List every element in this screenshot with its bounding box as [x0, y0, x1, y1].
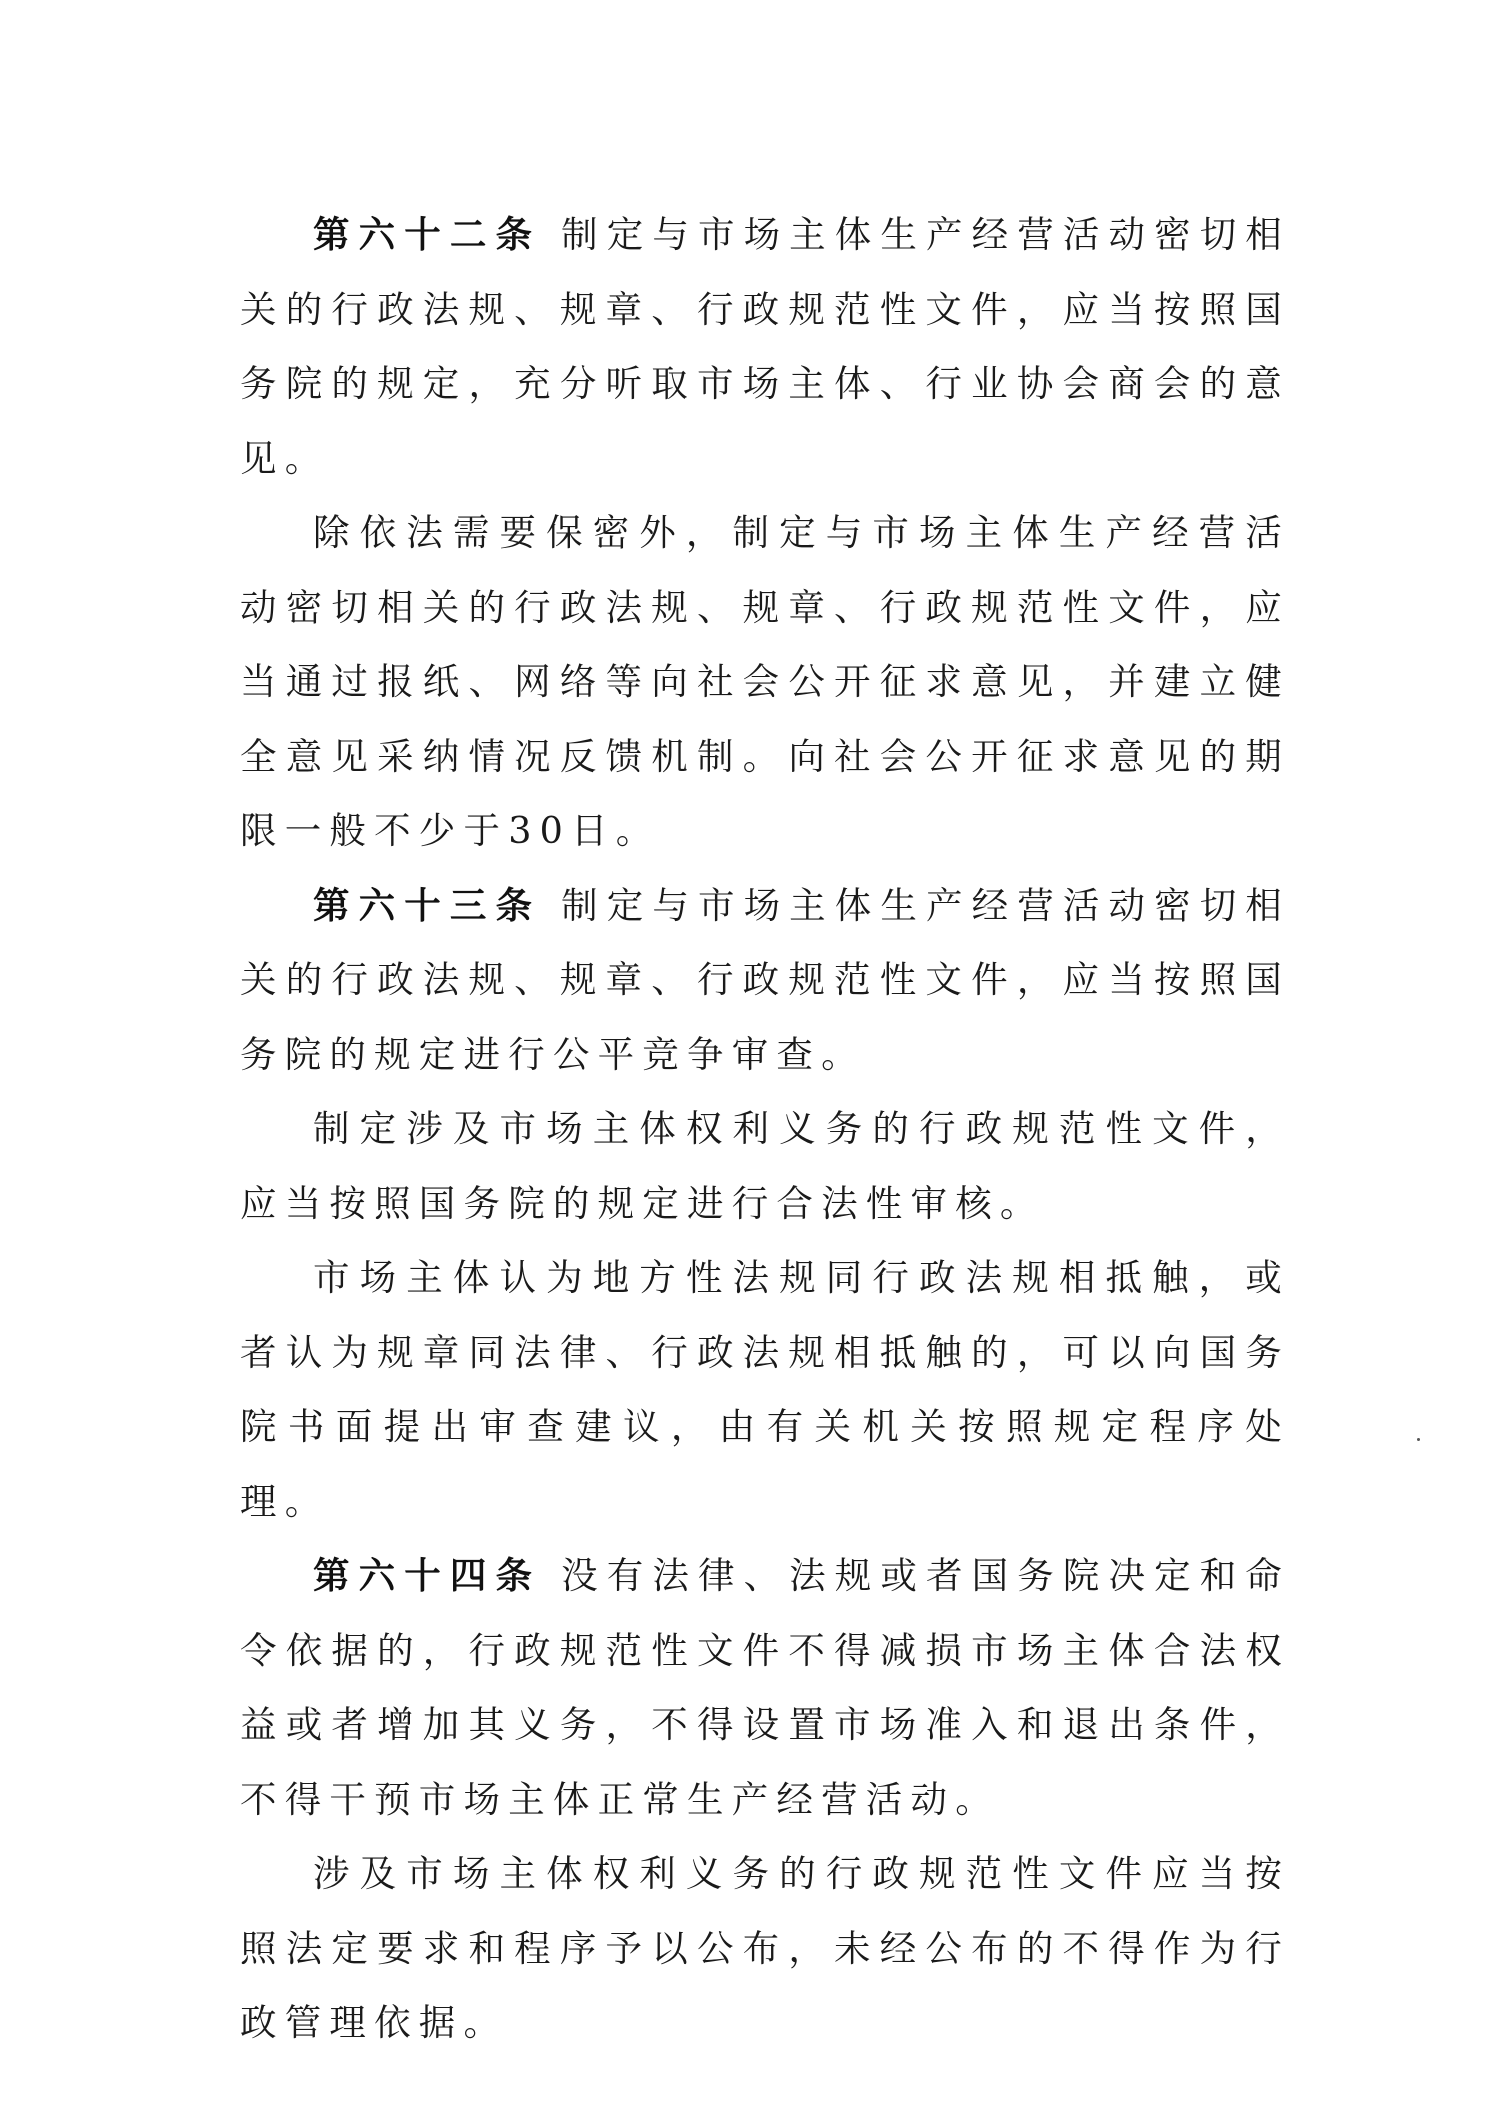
paragraph-article-63-clause-2	[240, 1092, 1290, 1241]
paragraph-article-63	[240, 869, 1290, 1093]
paragraph-text: 制定涉及市场主体权利义务的行政规范性文件，应当按照国务院的规定进行合法性审核。	[240, 1107, 1290, 1225]
paragraph-text: 没有法律、法规或者国务院决定和命令依据的，行政规范性文件不得减损市场主体合法权益或者增加其义务，不得设置市场准入和退出条件，不得干预市场主体正常生产经营活动。	[240, 1554, 1291, 1821]
document-body	[240, 198, 1290, 2061]
paragraph-article-63-clause-3	[240, 1241, 1290, 1539]
paragraph-article-62-clause-2	[240, 496, 1290, 869]
paragraph-text: 制定与市场主体生产经营活动密切相关的行政法规、规章、行政规范性文件，应当按照国务院的规定，充分听取市场主体、行业协会商会的意见。	[240, 213, 1291, 480]
scan-speck	[1417, 1438, 1420, 1441]
paragraph-text: 除依法需要保密外，制定与市场主体生产经营活动密切相关的行政法规、规章、行政规范性文件，应当通过报纸、网络等向社会公开征求意见，并建立健全意见采纳情况反馈机制。向社会公开征求意见的期限一般不少于30日。	[240, 511, 1290, 852]
paragraph-text: 制定与市场主体生产经营活动密切相关的行政法规、规章、行政规范性文件，应当按照国务院的规定进行公平竞争审查。	[240, 883, 1291, 1076]
paragraph-article-62	[240, 198, 1290, 496]
paragraph-text: 市场主体认为地方性法规同行政法规相抵触，或者认为规章同法律、行政法规相抵触的，可以向国务院书面提出审查建议，由有关机关按照规定程序处理。	[240, 1256, 1290, 1523]
article-number: 第六十二条	[313, 213, 542, 256]
article-number: 第六十三条	[313, 883, 542, 927]
paragraph-article-64	[240, 1539, 1290, 1837]
article-number: 第六十四条	[313, 1554, 542, 1597]
paragraph-text: 涉及市场主体权利义务的行政规范性文件应当按照法定要求和程序予以公布，未经公布的不得作为行政管理依据。	[240, 1852, 1290, 2044]
paragraph-article-64-clause-2	[240, 1837, 1290, 2061]
